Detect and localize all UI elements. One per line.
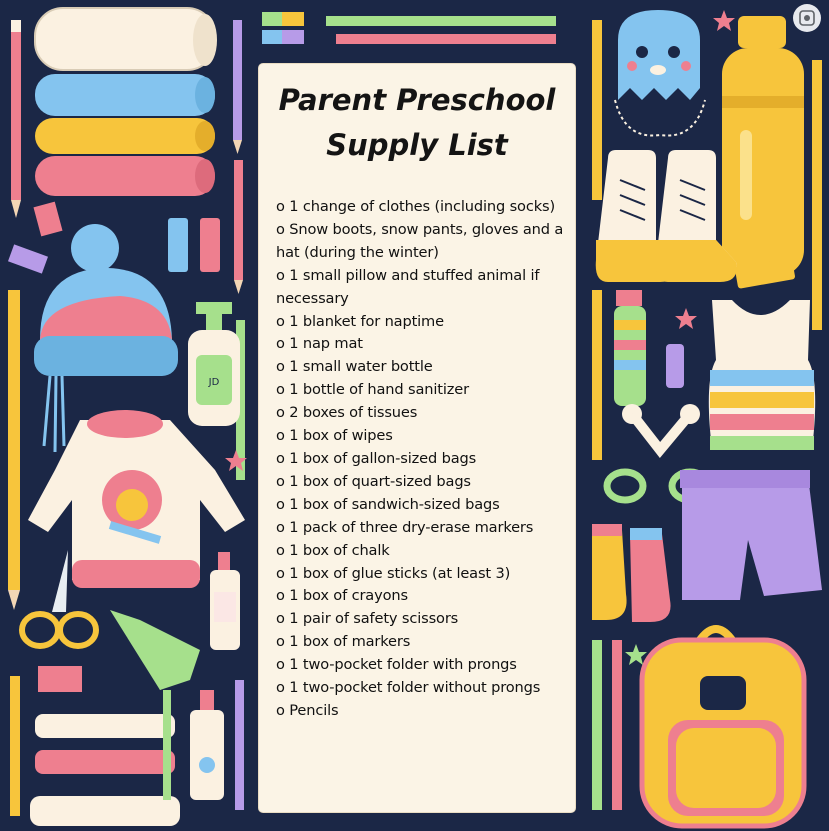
pencil-icon (336, 34, 556, 44)
socks-icon (592, 524, 671, 622)
list-item: o Pencils (276, 701, 339, 719)
pencil-icon (592, 290, 602, 460)
plush-toy-icon (615, 10, 705, 136)
list-item: o 1 two-pocket folder with prongs (276, 656, 517, 674)
list-item: o 1 box of crayons (276, 587, 408, 605)
page-title (259, 78, 575, 168)
eraser-icon (666, 344, 684, 388)
marker-icon (614, 290, 646, 406)
list-item: o 1 box of wipes (276, 427, 393, 445)
title-line-2: Supply List (326, 128, 508, 162)
visual-search-icon (799, 10, 815, 26)
backpack-icon (642, 629, 804, 826)
list-item: o 1 box of sandwich-sized bags (276, 495, 500, 513)
shorts-icon (680, 470, 822, 600)
pencil-icon (235, 680, 244, 810)
eraser-icon (38, 666, 82, 692)
visual-search-button[interactable] (793, 4, 821, 32)
eraser-icon (168, 218, 188, 272)
eraser-icon (33, 202, 62, 237)
snow-boots-icon (596, 150, 737, 282)
list-item: o 1 small pillow and stuffed animal if necessary (276, 266, 540, 307)
list-item: o 1 nap mat (276, 335, 363, 353)
list-item: o 1 box of glue sticks (at least 3) (276, 564, 511, 582)
folded-clothes-stack-icon (35, 8, 217, 196)
gloves-icon (110, 610, 200, 690)
pencil-icon (10, 676, 20, 816)
list-item: o 1 box of quart-sized bags (276, 472, 471, 490)
list-item: o 1 two-pocket folder without prongs (276, 679, 541, 697)
sweater-icon (28, 410, 245, 588)
pencil-icon (326, 16, 556, 26)
pencil-icon (812, 60, 822, 330)
pencil-icon (234, 160, 243, 294)
eraser-icon (200, 218, 220, 272)
crayon-icon (262, 12, 304, 44)
pencil-icon (233, 20, 242, 154)
list-item: o 1 small water bottle (276, 358, 433, 376)
chalk-icon (35, 714, 175, 738)
tank-top-icon (709, 300, 815, 450)
list-item: o 1 box of chalk (276, 541, 390, 559)
list-item: o 1 pair of safety scissors (276, 610, 459, 628)
pencil-icon (592, 20, 602, 200)
list-item: o 1 box of markers (276, 633, 411, 651)
chalk-icon (35, 750, 175, 774)
title-line-1: Parent Preschool (278, 83, 556, 117)
eraser-icon (8, 244, 48, 273)
pencil-icon (163, 690, 171, 800)
pencil-case-icon (30, 796, 180, 826)
water-bottle-icon (722, 16, 804, 276)
star-icon (675, 308, 697, 329)
pencil-icon (11, 20, 21, 218)
glue-bottle-icon (210, 552, 240, 650)
list-item: o 1 change of clothes (including socks) (276, 198, 555, 215)
list-item: o Snow boots, snow pants, gloves and a hat (during the winter) (276, 220, 564, 261)
supply-list (276, 196, 568, 723)
hand-sanitizer-icon (188, 302, 240, 426)
glue-bottle-icon (190, 690, 224, 800)
pencil-icon (612, 640, 622, 810)
list-item: o 1 pack of three dry-erase markers (276, 518, 534, 536)
pencil-icon (8, 290, 20, 610)
star-icon (713, 10, 735, 31)
svg-text:JD: JD (208, 377, 220, 388)
list-item: o 1 box of gallon-sized bags (276, 449, 477, 467)
list-item: o 2 boxes of tissues (276, 404, 418, 422)
list-item: o 1 blanket for naptime (276, 312, 444, 330)
list-item: o 1 bottle of hand sanitizer (276, 381, 469, 399)
pencil-icon (592, 640, 602, 810)
